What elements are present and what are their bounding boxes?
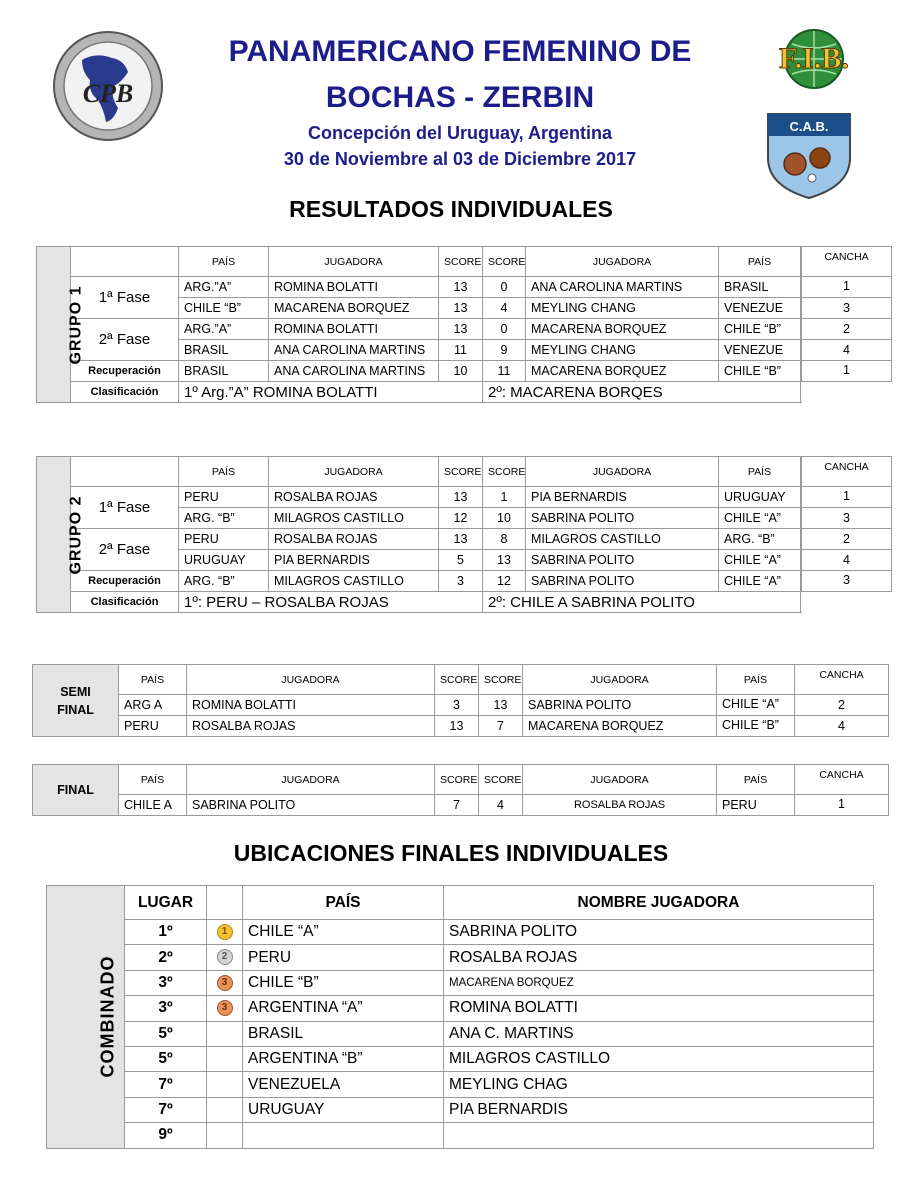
- player-cell: PIA BERNARDIS: [269, 550, 439, 571]
- col-header-pais: PAÍS: [717, 765, 795, 795]
- group1-label: GRUPO 1: [67, 284, 85, 365]
- combinado-label: COMBINADO: [97, 955, 118, 1078]
- col-header-pais: PAÍS: [243, 886, 444, 920]
- cancha-cell: 3: [802, 298, 892, 319]
- country-cell: PERU: [119, 716, 187, 737]
- col-header-pais: PAÍS: [717, 665, 795, 695]
- cancha-cell: 3: [802, 508, 892, 529]
- country-cell: URUGUAY: [243, 1097, 444, 1122]
- recuperacion-label: Recuperación: [71, 361, 179, 382]
- table-row: [47, 1097, 874, 1122]
- score-cell: 13: [435, 716, 479, 737]
- cancha-cell: 1: [802, 487, 892, 508]
- country-cell: ARG.”A”: [179, 319, 269, 340]
- cancha-cell: 1: [795, 795, 889, 816]
- col-header-pais: PAÍS: [179, 457, 269, 487]
- country-cell: CHILE “A”: [719, 508, 801, 529]
- standings-table: [46, 885, 874, 1149]
- col-header-lugar: LUGAR: [125, 886, 207, 920]
- player-cell: ROSALBA ROJAS: [269, 487, 439, 508]
- table-row: [33, 795, 889, 816]
- group1-table: [36, 246, 801, 403]
- col-header-cancha: CANCHA: [795, 665, 889, 695]
- score-cell: 0: [483, 319, 526, 340]
- col-header-jugadora: JUGADORA: [523, 665, 717, 695]
- country-cell: ARG. “B”: [179, 571, 269, 592]
- country-cell: CHILE “B”: [719, 361, 801, 382]
- col-header-score: SCORE: [435, 765, 479, 795]
- cab-logo: [762, 108, 856, 200]
- col-header-score: SCORE: [435, 665, 479, 695]
- col-header-jugadora: JUGADORA: [269, 247, 439, 277]
- cancha-cell: 2: [795, 695, 889, 716]
- country-cell: BRASIL: [179, 361, 269, 382]
- col-header-pais: PAÍS: [719, 247, 801, 277]
- recuperacion-label: Recuperación: [71, 571, 179, 592]
- player-cell: MEYLING CHAG: [444, 1072, 874, 1097]
- medal-cell: [207, 1097, 243, 1122]
- clasificacion-label: Clasificación: [71, 592, 179, 613]
- cab-logo-text: C.A.B.: [789, 119, 829, 134]
- player-cell: ROSALBA ROJAS: [269, 529, 439, 550]
- final-table: [32, 764, 889, 816]
- table-row: [47, 920, 874, 945]
- col-header-score: SCORE: [479, 765, 523, 795]
- score-cell: 13: [439, 277, 483, 298]
- country-cell: BRASIL: [243, 1021, 444, 1046]
- player-cell: SABRINA POLITO: [187, 795, 435, 816]
- cancha-cell: 4: [802, 550, 892, 571]
- fib-logo-text: F.I.B.: [779, 42, 849, 75]
- player-cell: MILAGROS CASTILLO: [269, 571, 439, 592]
- medal-cell: [207, 1123, 243, 1148]
- score-cell: 5: [439, 550, 483, 571]
- clasificacion-label: Clasificación: [71, 382, 179, 403]
- player-cell: ROMINA BOLATTI: [269, 319, 439, 340]
- player-cell: PIA BERNARDIS: [526, 487, 719, 508]
- place-cell: 5º: [125, 1021, 207, 1046]
- country-cell: VENEZUE: [719, 298, 801, 319]
- event-dates: 30 de Noviembre al 03 de Diciembre 2017: [283, 149, 637, 169]
- country-cell: CHILE “A”: [717, 695, 795, 716]
- player-cell: ANA CAROLINA MARTINS: [269, 361, 439, 382]
- country-cell: URUGUAY: [719, 487, 801, 508]
- player-cell: MILAGROS CASTILLO: [444, 1046, 874, 1071]
- country-cell: URUGUAY: [179, 550, 269, 571]
- semifinal-label-line2: FINAL: [57, 702, 94, 717]
- bronze-medal-icon: 3: [217, 1000, 233, 1016]
- player-cell: MEYLING CHANG: [526, 298, 719, 319]
- cancha-cell: 2: [802, 319, 892, 340]
- group2-label-cell: [37, 457, 85, 613]
- place-cell: 3º: [125, 970, 207, 995]
- score-cell: 8: [483, 529, 526, 550]
- gold-medal-icon: 1: [217, 924, 233, 940]
- event-title-line2: BOCHAS - ZERBIN: [325, 81, 595, 114]
- score-cell: 13: [439, 529, 483, 550]
- score-cell: 3: [435, 695, 479, 716]
- country-cell: BRASIL: [179, 340, 269, 361]
- score-cell: 1: [483, 487, 526, 508]
- score-cell: 0: [483, 277, 526, 298]
- combinado-label-cell: [47, 886, 125, 1149]
- table-row: [37, 487, 801, 508]
- country-cell: PERU: [243, 945, 444, 970]
- player-cell: MACARENA BORQUEZ: [523, 716, 717, 737]
- col-header-score: SCORE: [483, 247, 526, 277]
- col-header-score: SCORE: [439, 247, 483, 277]
- table-row: [37, 529, 801, 550]
- score-cell: 13: [483, 550, 526, 571]
- col-header-cancha: CANCHA: [802, 457, 892, 487]
- score-cell: 11: [439, 340, 483, 361]
- medal-cell: [207, 1021, 243, 1046]
- player-cell: SABRINA POLITO: [526, 571, 719, 592]
- col-header-score: SCORE: [439, 457, 483, 487]
- country-cell: CHILE “B”: [719, 319, 801, 340]
- place-cell: 5º: [125, 1046, 207, 1071]
- score-cell: 13: [439, 319, 483, 340]
- medal-cell: [207, 1046, 243, 1071]
- table-row: [37, 361, 801, 382]
- event-location: Concepción del Uruguay, Argentina: [307, 123, 613, 143]
- score-cell: 10: [483, 508, 526, 529]
- fib-logo: [752, 28, 876, 90]
- place-cell: 1º: [125, 920, 207, 945]
- second-place-text: 2º: CHILE A SABRINA POLITO: [483, 592, 801, 613]
- cancha-cell: 2: [802, 529, 892, 550]
- table-row: [37, 571, 801, 592]
- col-header-score: SCORE: [479, 665, 523, 695]
- group2-cancha-table: [801, 456, 892, 613]
- country-cell: PERU: [179, 487, 269, 508]
- group2-label: GRUPO 2: [67, 494, 85, 575]
- col-header-jugadora: JUGADORA: [526, 247, 719, 277]
- cpb-logo-text: CPB: [82, 79, 134, 108]
- score-cell: 13: [479, 695, 523, 716]
- player-cell: ANA CAROLINA MARTINS: [526, 277, 719, 298]
- col-header-pais: PAÍS: [119, 765, 187, 795]
- player-cell: ROMINA BOLATTI: [187, 695, 435, 716]
- player-cell: MACARENA BORQUEZ: [269, 298, 439, 319]
- medal-cell: [207, 970, 243, 995]
- country-cell: ARG. “B”: [719, 529, 801, 550]
- player-cell: SABRINA POLITO: [523, 695, 717, 716]
- score-cell: 4: [479, 795, 523, 816]
- player-cell: MACARENA BORQUEZ: [444, 970, 874, 995]
- player-cell: SABRINA POLITO: [526, 550, 719, 571]
- table-row: [37, 277, 801, 298]
- score-cell: 11: [483, 361, 526, 382]
- phase-label: 1ª Fase: [71, 277, 179, 319]
- country-cell: ARGENTINA “A”: [243, 996, 444, 1021]
- table-row: [37, 319, 801, 340]
- table-row: [33, 716, 889, 737]
- player-cell: ROSALBA ROJAS: [187, 716, 435, 737]
- player-cell: [444, 1123, 874, 1148]
- score-cell: 13: [439, 487, 483, 508]
- table-row: [47, 1046, 874, 1071]
- cancha-cell: 1: [802, 361, 892, 382]
- results-section-title: RESULTADOS INDIVIDUALES: [289, 196, 613, 222]
- score-cell: 4: [483, 298, 526, 319]
- country-cell: ARG A: [119, 695, 187, 716]
- cancha-cell: 4: [802, 340, 892, 361]
- col-header-cancha: CANCHA: [795, 765, 889, 795]
- country-cell: BRASIL: [719, 277, 801, 298]
- score-cell: 3: [439, 571, 483, 592]
- score-cell: 7: [435, 795, 479, 816]
- table-row: [47, 970, 874, 995]
- clasificacion-row: [37, 592, 801, 613]
- col-header-jugadora: JUGADORA: [187, 765, 435, 795]
- first-place-text: 1º: PERU – ROSALBA ROJAS: [179, 592, 483, 613]
- country-cell: CHILE “B”: [179, 298, 269, 319]
- country-cell: ARG.”A”: [179, 277, 269, 298]
- silver-medal-icon: 2: [217, 949, 233, 965]
- group2-table: [36, 456, 801, 613]
- semifinal-table: [32, 664, 889, 737]
- phase-label: 1ª Fase: [71, 487, 179, 529]
- final-label: FINAL: [33, 765, 119, 816]
- player-cell: ROMINA BOLATTI: [269, 277, 439, 298]
- col-header-jugadora: JUGADORA: [269, 457, 439, 487]
- cancha-cell: 3: [802, 571, 892, 592]
- player-cell: MACARENA BORQUEZ: [526, 361, 719, 382]
- place-cell: 7º: [125, 1097, 207, 1122]
- score-cell: 13: [439, 298, 483, 319]
- second-place-text: 2º: MACARENA BORQES: [483, 382, 801, 403]
- phase-label: 2ª Fase: [71, 319, 179, 361]
- col-header-pais: PAÍS: [179, 247, 269, 277]
- col-header-score: SCORE: [483, 457, 526, 487]
- country-cell: CHILE A: [119, 795, 187, 816]
- col-header-cancha: CANCHA: [802, 247, 892, 277]
- table-row: [47, 945, 874, 970]
- score-cell: 7: [479, 716, 523, 737]
- country-cell: ARG. “B”: [179, 508, 269, 529]
- medal-cell: [207, 1072, 243, 1097]
- player-cell: MACARENA BORQUEZ: [526, 319, 719, 340]
- country-cell: ARGENTINA “B”: [243, 1046, 444, 1071]
- col-header-jugadora: JUGADORA: [523, 765, 717, 795]
- col-header-pais: PAÍS: [719, 457, 801, 487]
- table-row: [47, 1123, 874, 1148]
- bronze-medal-icon: 3: [217, 975, 233, 991]
- player-cell: ROMINA BOLATTI: [444, 996, 874, 1021]
- player-cell: ANA C. MARTINS: [444, 1021, 874, 1046]
- place-cell: 9º: [125, 1123, 207, 1148]
- col-header-jugadora: JUGADORA: [187, 665, 435, 695]
- phase-label: 2ª Fase: [71, 529, 179, 571]
- table-row: [47, 1072, 874, 1097]
- player-cell: SABRINA POLITO: [526, 508, 719, 529]
- cancha-cell: 4: [795, 716, 889, 737]
- col-header-jugadora: JUGADORA: [526, 457, 719, 487]
- country-cell: PERU: [717, 795, 795, 816]
- col-header-pais: PAÍS: [119, 665, 187, 695]
- cancha-cell: 1: [802, 277, 892, 298]
- score-cell: 12: [483, 571, 526, 592]
- table-row: [47, 1021, 874, 1046]
- player-cell: SABRINA POLITO: [444, 920, 874, 945]
- player-cell: PIA BERNARDIS: [444, 1097, 874, 1122]
- country-cell: CHILE “A”: [719, 571, 801, 592]
- table-row: [33, 695, 889, 716]
- semifinal-label-cell: [33, 665, 119, 737]
- standings-section-title: UBICACIONES FINALES INDIVIDUALES: [233, 840, 669, 866]
- country-cell: VENEZUE: [719, 340, 801, 361]
- player-cell: ROSALBA ROJAS: [444, 945, 874, 970]
- place-cell: 3º: [125, 996, 207, 1021]
- score-cell: 12: [439, 508, 483, 529]
- player-cell: MILAGROS CASTILLO: [269, 508, 439, 529]
- country-cell: CHILE “A”: [243, 920, 444, 945]
- player-cell: MEYLING CHANG: [526, 340, 719, 361]
- group1-label-cell: [37, 247, 85, 403]
- medal-cell: [207, 996, 243, 1021]
- country-cell: [243, 1123, 444, 1148]
- clasificacion-row: [37, 382, 801, 403]
- table-row: [47, 996, 874, 1021]
- country-cell: VENEZUELA: [243, 1072, 444, 1097]
- event-title-line1: PANAMERICANO FEMENINO DE: [228, 35, 692, 68]
- country-cell: PERU: [179, 529, 269, 550]
- score-cell: 10: [439, 361, 483, 382]
- player-cell: ROSALBA ROJAS: [523, 795, 717, 816]
- col-header-nombre: NOMBRE JUGADORA: [444, 886, 874, 920]
- score-cell: 9: [483, 340, 526, 361]
- country-cell: CHILE “A”: [719, 550, 801, 571]
- place-cell: 2º: [125, 945, 207, 970]
- group1-cancha-table: [801, 246, 892, 382]
- country-cell: CHILE “B”: [717, 716, 795, 737]
- medal-cell: [207, 945, 243, 970]
- player-cell: MILAGROS CASTILLO: [526, 529, 719, 550]
- medal-cell: [207, 920, 243, 945]
- cpb-logo: [52, 30, 164, 142]
- country-cell: CHILE “B”: [243, 970, 444, 995]
- first-place-text: 1º Arg.”A” ROMINA BOLATTI: [179, 382, 483, 403]
- semifinal-label-line1: SEMI: [60, 684, 91, 699]
- place-cell: 7º: [125, 1072, 207, 1097]
- player-cell: ANA CAROLINA MARTINS: [269, 340, 439, 361]
